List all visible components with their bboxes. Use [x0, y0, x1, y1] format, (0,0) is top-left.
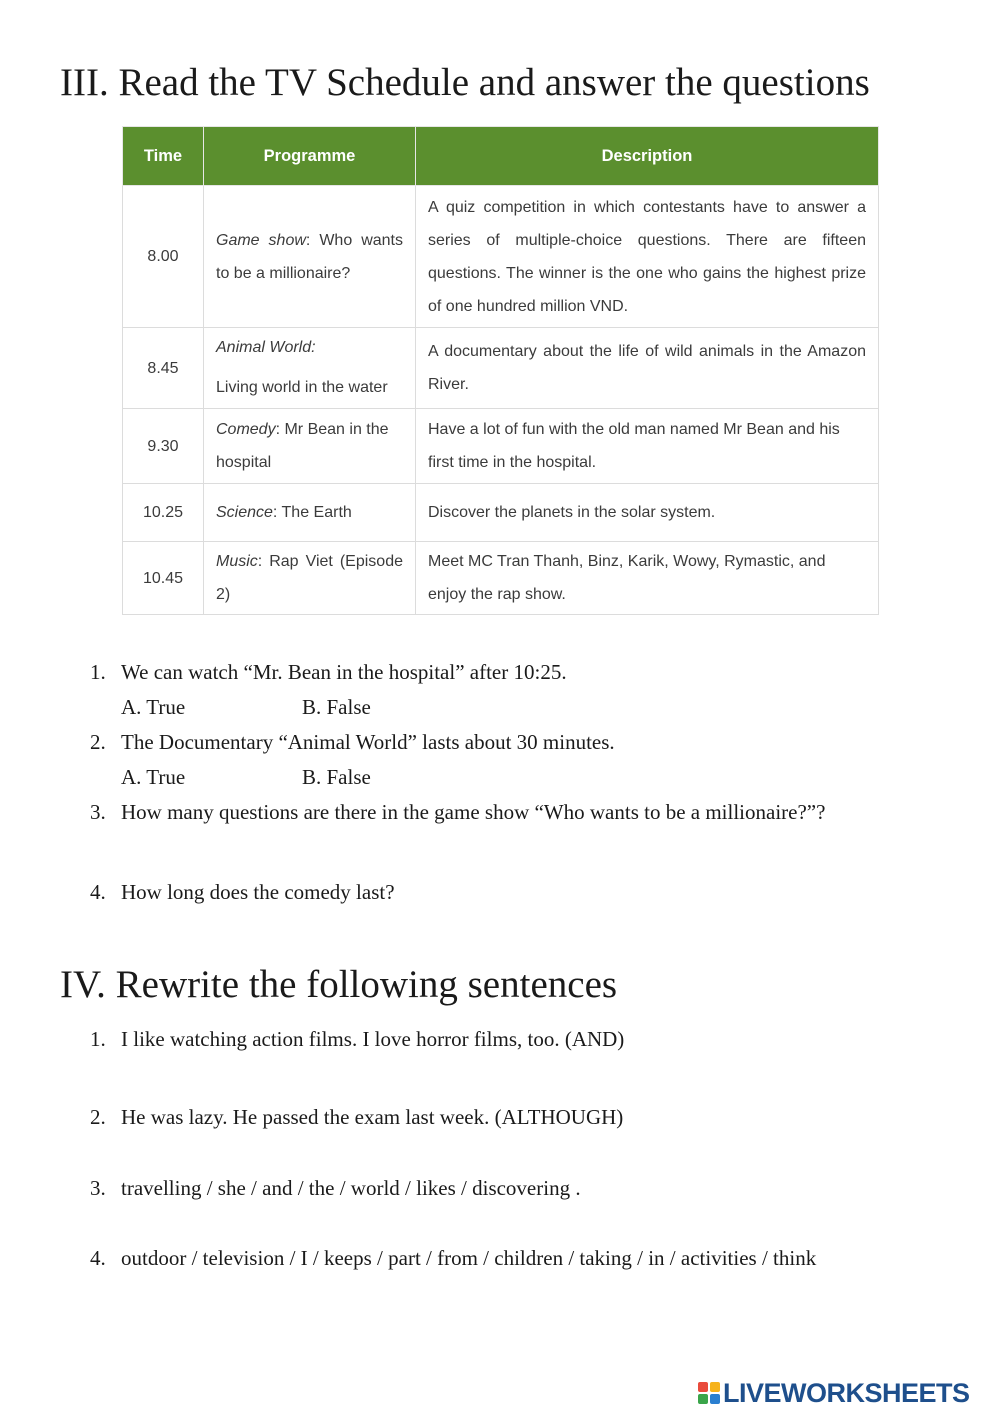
- question-number: 2.: [90, 730, 106, 754]
- row-description: A quiz competition in which contestants have to answer a series of multiple-choice questions. There are fifteen questions. The winner is the one who gains the highest prize of one hundred million VND.: [416, 186, 879, 328]
- question-text: The Documentary “Animal World” lasts about 30 minutes.: [121, 730, 615, 754]
- logo-square: [698, 1382, 708, 1392]
- row-description: Meet MC Tran Thanh, Binz, Karik, Wowy, Rymastic, and enjoy the rap show.: [416, 542, 879, 615]
- option-b[interactable]: B. False: [302, 765, 371, 789]
- question-1: [90, 660, 940, 685]
- header-programme: Programme: [204, 127, 416, 186]
- row-programme: [204, 328, 416, 409]
- option-a[interactable]: A. True: [121, 695, 186, 719]
- programme-genre: Comedy: [216, 421, 276, 438]
- programme-genre: Science: [216, 504, 273, 521]
- question-3: [90, 800, 940, 825]
- section-4-title: IV. Rewrite the following sentences: [60, 963, 618, 1006]
- row-description: A documentary about the life of wild animals in the Amazon River.: [416, 328, 879, 409]
- programme-title: : Who wants to be a millionaire?: [216, 231, 403, 282]
- table-row: [123, 542, 879, 615]
- question-2: [90, 730, 940, 755]
- question-1-options: [121, 695, 371, 720]
- logo-text: LIVEWORKSHEETS: [723, 1377, 970, 1408]
- row-time: 8.45: [123, 328, 204, 409]
- question-text: How many questions are there in the game show “Who wants to be a millionaire?”?: [121, 800, 826, 824]
- table-row: [123, 186, 879, 328]
- question-number: 1.: [90, 660, 106, 684]
- table-row: [123, 328, 879, 409]
- row-time: 8.00: [123, 186, 204, 328]
- row-time: 9.30: [123, 409, 204, 484]
- rewrite-item-3: [90, 1176, 940, 1201]
- table-row: [123, 409, 879, 484]
- programme-title: : The Earth: [272, 504, 352, 521]
- row-programme: [204, 186, 416, 328]
- rewrite-item-2: [90, 1105, 940, 1130]
- question-number: 4.: [90, 880, 106, 904]
- item-number: 4.: [90, 1246, 106, 1270]
- programme-title: : Mr Bean in the hospital: [216, 421, 389, 471]
- item-number: 1.: [90, 1027, 106, 1051]
- programme-title: : Rap Viet (Episode 2): [216, 553, 403, 603]
- rewrite-item-4: [90, 1246, 940, 1271]
- question-4: [90, 880, 940, 905]
- question-text: How long does the comedy last?: [121, 880, 395, 904]
- row-programme: [204, 542, 416, 615]
- programme-genre: Music: [216, 553, 258, 570]
- logo-grid-icon: [698, 1382, 720, 1404]
- programme-title: Living world in the water: [216, 379, 388, 396]
- item-text: outdoor / television / I / keeps / part / from / children / taking / in / activities / think: [121, 1246, 817, 1270]
- programme-genre: Animal World:: [216, 339, 316, 356]
- option-b[interactable]: B. False: [302, 695, 371, 719]
- logo-square: [710, 1394, 720, 1404]
- logo-square: [710, 1382, 720, 1392]
- rewrite-item-1: [90, 1027, 940, 1052]
- header-description: Description: [416, 127, 879, 186]
- option-a[interactable]: A. True: [121, 765, 186, 789]
- section-3-title: III. Read the TV Schedule and answer the questions: [60, 61, 870, 104]
- question-number: 3.: [90, 800, 106, 824]
- logo-square: [698, 1394, 708, 1404]
- row-time: 10.45: [123, 542, 204, 615]
- tv-schedule-table: [122, 126, 879, 615]
- item-text: He was lazy. He passed the exam last week. (ALTHOUGH): [121, 1105, 624, 1129]
- question-text: We can watch “Mr. Bean in the hospital” after 10:25.: [121, 660, 567, 684]
- question-2-options: [121, 765, 371, 790]
- row-programme: [204, 484, 416, 542]
- row-description: Discover the planets in the solar system.: [416, 484, 879, 542]
- liveworksheets-logo: [698, 1378, 970, 1408]
- item-text: travelling / she / and / the / world / likes / discovering .: [121, 1176, 581, 1200]
- item-number: 2.: [90, 1105, 106, 1129]
- table-header-row: [123, 127, 879, 186]
- item-text: I like watching action films. I love horror films, too. (AND): [121, 1027, 625, 1051]
- row-description: Have a lot of fun with the old man named Mr Bean and his first time in the hospital.: [416, 409, 879, 484]
- item-number: 3.: [90, 1176, 106, 1200]
- row-programme: [204, 409, 416, 484]
- row-time: 10.25: [123, 484, 204, 542]
- programme-genre: Game show: [216, 231, 306, 249]
- header-time: Time: [123, 127, 204, 186]
- table-row: [123, 484, 879, 542]
